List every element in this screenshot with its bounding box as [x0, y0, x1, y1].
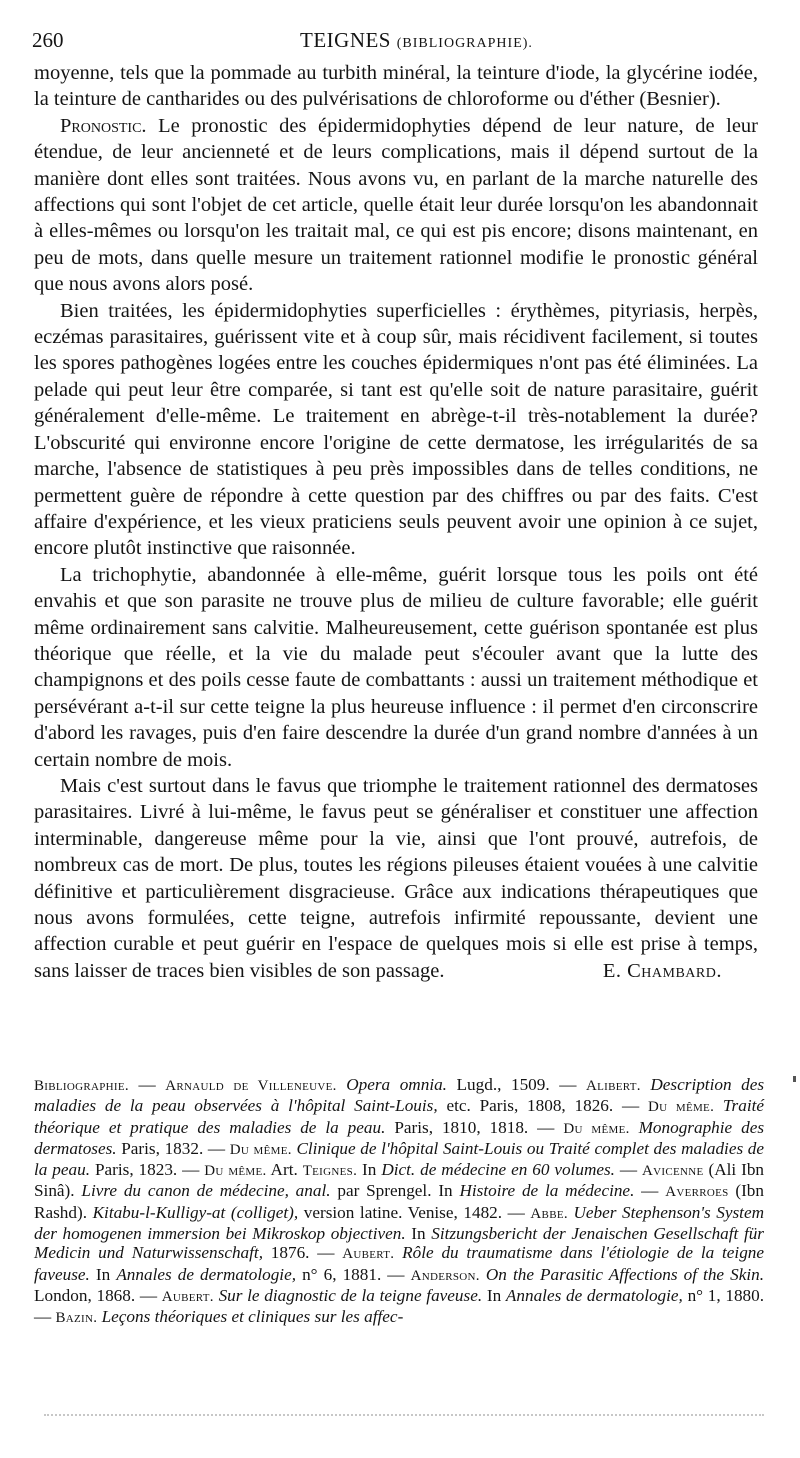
- biblio-text: —: [128, 1075, 166, 1094]
- author-signature: E. Chambard.: [602, 959, 722, 982]
- biblio-text: [337, 1075, 347, 1094]
- biblio-text: etc. Paris, 1808, 1826. —: [437, 1096, 648, 1116]
- biblio-title: Annales de dermatologie,: [505, 1285, 683, 1305]
- running-title-subtitle: (BIBLIOGRAPHIE).: [396, 36, 533, 51]
- biblio-title: On the Parasitic Affections of the Skin.: [485, 1264, 765, 1284]
- biblio-author: Du même.: [229, 1141, 292, 1158]
- biblio-author: Abbe.: [530, 1205, 568, 1222]
- biblio-text: [394, 1243, 402, 1262]
- page-number: 260: [32, 28, 64, 52]
- biblio-title: Histoire de la médecine.: [459, 1181, 635, 1201]
- biblio-author: Teignes.: [302, 1163, 358, 1180]
- biblio-title: Monographie des dermatoses.: [34, 1117, 765, 1158]
- biblio-text: n° 6, 1881. —: [296, 1264, 411, 1284]
- biblio-text: par Sprengel. In: [330, 1181, 460, 1201]
- biblio-title: Kitabu-l-Kulligy-at (colliget),: [92, 1202, 299, 1222]
- biblio-text: In: [89, 1264, 117, 1284]
- biblio-text: Paris, 1823. —: [90, 1160, 205, 1180]
- biblio-text: In: [405, 1224, 432, 1244]
- prognosis-heading: Pronostic.: [60, 114, 147, 137]
- biblio-text: Paris, 1832. —: [116, 1138, 230, 1158]
- bibliography-label: Bibliographie.: [34, 1078, 129, 1094]
- biblio-text: version latine. Venise, 1482. —: [298, 1202, 531, 1222]
- biblio-author: Averroes: [665, 1184, 729, 1201]
- biblio-text: In: [357, 1160, 382, 1180]
- biblio-title: Description des maladies de la peau observées à l'hôpital Saint-Louis,: [34, 1075, 765, 1116]
- biblio-author: Aubert.: [161, 1288, 214, 1305]
- biblio-text: Art.: [266, 1160, 303, 1180]
- biblio-title: Sitzungsbericht der Jenaischen Gesellschaft für Medicin und Naturwissenschaft,: [34, 1224, 764, 1263]
- biblio-text: In: [482, 1285, 506, 1305]
- biblio-title: Annales de dermatologie,: [116, 1264, 296, 1284]
- margin-mark: [793, 1076, 796, 1082]
- page-header: [32, 28, 770, 58]
- biblio-title: Sur le diagnostic de la teigne faveuse.: [218, 1285, 483, 1305]
- biblio-text: (Ibn Rashd).: [34, 1181, 764, 1222]
- prognosis-text: Le pronostic des épidermidophyties dépend de leur nature, de leur étendue, de leur ancienneté et de leurs complications, mais il dépend surtout de la manière dont elles sont traitées. Nous avons vu, en parlant de la marche naturelle des affections qui sont l'objet de cet article, quelle était leur durée lorsqu'on les abandonnait à elles-mêmes ou lorsqu'on les traitait mal, ce qui est pis encore; disons maintenant, en peu de mots, dans quelle mesure un traitement rationnel modifie le pronostic général que nous avons alors posé.: [34, 114, 758, 296]
- biblio-author: Anderson.: [410, 1267, 480, 1284]
- biblio-text: [630, 1118, 639, 1137]
- biblio-author: Du même.: [563, 1120, 630, 1137]
- biblio-text: —: [634, 1181, 666, 1201]
- bibliography-text: [34, 1075, 764, 1329]
- paragraph-5: [34, 773, 758, 984]
- bibliography: [34, 1075, 764, 1329]
- biblio-author: Arnauld de Villeneuve.: [165, 1078, 337, 1094]
- biblio-author: Aubert.: [342, 1246, 395, 1263]
- biblio-title: Clinique de l'hôpital Saint-Louis ou Traité complet des maladies de la peau.: [34, 1138, 765, 1180]
- biblio-title: Leçons théoriques et cliniques sur les affec-: [101, 1307, 404, 1327]
- biblio-title: Traité théorique et pratique des maladies de la peau.: [34, 1096, 764, 1137]
- biblio-author: Du même.: [204, 1163, 267, 1180]
- biblio-text: Paris, 1810, 1818. —: [385, 1117, 564, 1137]
- biblio-text: [714, 1096, 723, 1115]
- biblio-text: London, 1868. —: [34, 1285, 162, 1305]
- biblio-author: Bazin.: [55, 1310, 98, 1327]
- biblio-text: 1876. —: [263, 1243, 343, 1263]
- bottom-dotted-rule: [44, 1414, 764, 1416]
- biblio-author: Alibert.: [585, 1078, 641, 1094]
- biblio-title: Opera omnia.: [346, 1075, 447, 1094]
- biblio-title: Rôle du traumatisme dans l'étiologie de la teigne faveuse.: [34, 1243, 765, 1284]
- paragraph-prognosis: [34, 113, 758, 298]
- biblio-author: Du même.: [647, 1099, 715, 1116]
- running-title-main: TEIGNES: [300, 28, 391, 52]
- biblio-title: Ueber Stephenson's System der homogenen immersion bei Mikroskop objectiven.: [34, 1202, 764, 1244]
- body-text: [34, 60, 758, 984]
- biblio-text: Lugd., 1509. —: [446, 1075, 586, 1094]
- biblio-text: (Ali Ibn Sinâ).: [34, 1160, 765, 1201]
- bibliography-entries: [34, 1075, 764, 1326]
- paragraph-3: Bien traitées, les épidermidophyties superficielles : érythèmes, pityriasis, herpès, eczémas parasitaires, guérissent vite et à coup sûr, mais récidivent facilement, si toutes les spores pathogènes logées entre les couches épidermiques n'ont pas été éliminées. La pelade qui peut leur être comparée, si tant est qu'elle soit de nature parasitaire, guérit généralement d'elle-même. Le traitement en abrège-t-il très-notablement la durée? L'obscurité qui environne encore l'origine de cette dermatose, les irrégularités de sa marche, l'absence de statistiques à peu près impossibles dans de telles conditions, ne permettent guère de répondre à cette question par des chiffres ou par des faits. C'est affaire d'expérience, et les vieux praticiens seuls peuvent avoir une opinion à ce sujet, encore plutôt instinctive que raisonnée.: [34, 299, 758, 560]
- biblio-text: —: [614, 1160, 643, 1180]
- biblio-text: n° 1, 1880. —: [34, 1285, 765, 1327]
- paragraph-1: moyenne, tels que la pommade au turbith minéral, la teinture d'iode, la glycérine iodée, la teinture de cantharides ou des pulvérisations de chloroforme ou d'éther (Besnier).: [34, 62, 758, 111]
- paragraph-4: La trichophytie, abandonnée à elle-même, guérit lorsque tous les poils ont été envahis et que son parasite ne trouve plus de milieu de culture favorable; elle guérit même ordinairement sans calvitie. Malheureusement, cette guérison spontanée est plus théorique que réelle, et la vie du malade peut s'écouler avant que la lutte des champignons et des poils cesse faute de combattants : aussi un traitement méthodique et persévérant a-t-il sur cette teigne la plus heureuse influence : il permet d'en circonscrire d'abord les ravages, puis d'en faire descendre la durée d'un grand nombre d'années à un certain nombre de mois.: [34, 563, 758, 771]
- biblio-text: [641, 1075, 651, 1094]
- biblio-title: Livre du canon de médecine, anal.: [81, 1181, 331, 1201]
- paragraph-5-text: Mais c'est surtout dans le favus que triomphe le traitement rationnel des dermatoses parasitaires. Livré à lui-même, le favus peut se généraliser et constituer une affection interminable, dangereuse même pour la vie, ainsi que l'ont prouvé, autrefois, de nombreux cas de mort. De plus, toutes les régions pileuses étaient vouées à une calvitie définitive et particulièrement disgracieuse. Grâce aux indications thérapeutiques que nous avons formulées, cette teigne, autrefois infirmité repoussante, devient une affection curable et peut guérir en l'espace de quelques mois si elle est prise à temps, sans laisser de traces bien visibles de son passage.: [34, 774, 758, 982]
- running-title: [300, 28, 533, 53]
- biblio-author: Avicenne: [642, 1163, 704, 1180]
- biblio-title: Dict. de médecine en 60 volumes.: [381, 1160, 615, 1180]
